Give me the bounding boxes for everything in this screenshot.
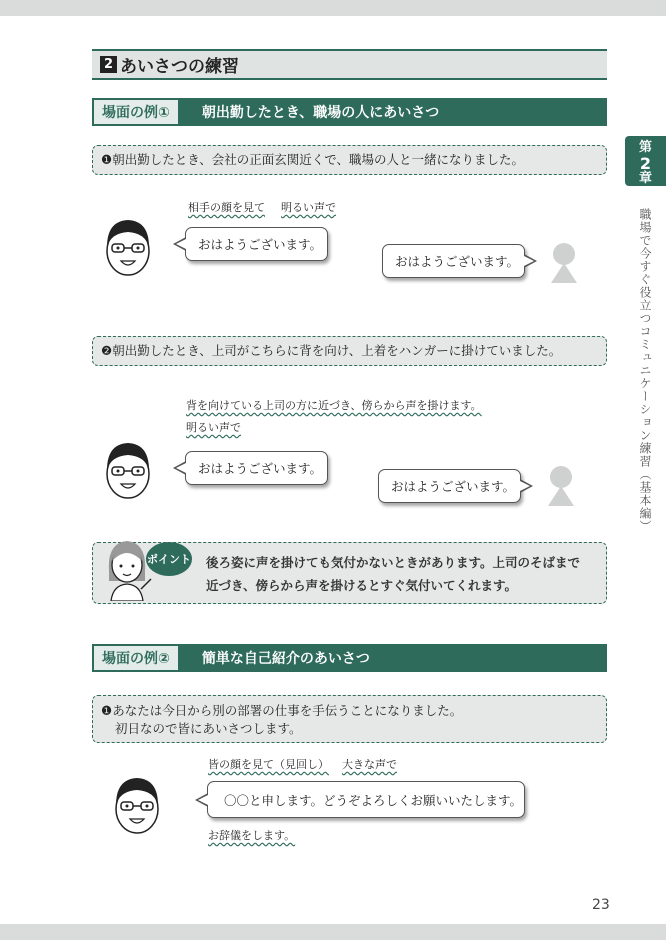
- reply-bubble-2: [378, 469, 521, 503]
- page-number: 23: [592, 897, 610, 913]
- reply-bubble-1-text: おはようございます。: [395, 254, 520, 269]
- bottom-band: [0, 924, 666, 940]
- note-face: 相手の顔を見て: [188, 201, 265, 214]
- chapter-side-title: 職場で今すぐ役立つコミュニケーション練習（基本編）: [638, 208, 652, 533]
- chapter-tab: [625, 136, 666, 186]
- scene-title-2: 簡単な自己紹介のあいさつ: [201, 651, 370, 667]
- point-line-2: 近づき、傍らから声を掛けるとすぐ気付いてくれます。: [206, 578, 518, 593]
- speech-bubble-3: [207, 781, 525, 818]
- situation-3: [92, 695, 607, 743]
- boss-silhouette: [543, 464, 579, 506]
- reply-bubble-2-text: おはようございます。: [391, 479, 516, 494]
- note-voice-2: 明るい声で: [186, 421, 241, 434]
- man-avatar-2: [101, 436, 155, 500]
- scene-label-2: 場面の例②: [92, 644, 180, 672]
- speech-bubble-3-text: 〇〇と申します。どうぞよろしくお願いいたします。: [224, 792, 523, 808]
- note-look-around: 皆の顔を見て（見回し）: [208, 758, 329, 771]
- woman-avatar: [101, 535, 155, 601]
- scene-label-1: 場面の例①: [92, 98, 180, 126]
- note-approach: 背を向けている上司の方に近づき、傍らから声を掛けます。: [186, 399, 482, 412]
- man-avatar-1: [101, 213, 155, 277]
- note-voice: 明るい声で: [281, 201, 336, 214]
- section-title-text: あいさつの練習: [120, 57, 239, 77]
- speech-bubble-1: [185, 227, 328, 261]
- top-band: [0, 0, 666, 16]
- situation-3-line-1: ❶あなたは今日から別の部署の仕事を手伝うことになりました。: [101, 703, 463, 718]
- situation-1: [92, 145, 607, 175]
- note-loud-voice: 大きな声で: [342, 758, 397, 771]
- speech-bubble-2-text: おはようございます。: [198, 461, 323, 476]
- point-line-1: 後ろ姿に声を掛けても気付かないときがあります。上司のそばまで: [206, 555, 581, 570]
- section-number: 2: [100, 56, 117, 73]
- man-avatar-3: [110, 771, 164, 835]
- point-text: [206, 551, 601, 597]
- scene-title-1: 朝出勤したとき、職場の人にあいさつ: [201, 105, 440, 121]
- scene-header-2: [92, 644, 607, 672]
- situation-2: [92, 336, 607, 366]
- point-badge: ポイント: [146, 542, 192, 576]
- chapter-label-top: 第: [638, 140, 652, 155]
- scene-header-1: [92, 98, 607, 126]
- colleague-silhouette-1: [546, 241, 582, 283]
- situation-2-text: ❷朝出勤したとき、上司がこちらに背を向け、上着をハンガーに掛けていました。: [101, 343, 562, 358]
- speech-bubble-2: [185, 451, 328, 485]
- chapter-label-bottom: 章: [638, 171, 652, 186]
- speech-bubble-1-text: おはようございます。: [198, 237, 323, 252]
- situation-1-text: ❶朝出勤したとき、会社の正面玄関近くで、職場の人と一緒になりました。: [101, 152, 524, 167]
- situation-3-line-2: 初日なので皆にあいさつします。: [115, 721, 302, 736]
- section-title: [92, 49, 607, 80]
- chapter-number: 2: [639, 154, 652, 173]
- note-bow: お辞儀をします。: [208, 829, 296, 842]
- reply-bubble-1: [382, 244, 525, 278]
